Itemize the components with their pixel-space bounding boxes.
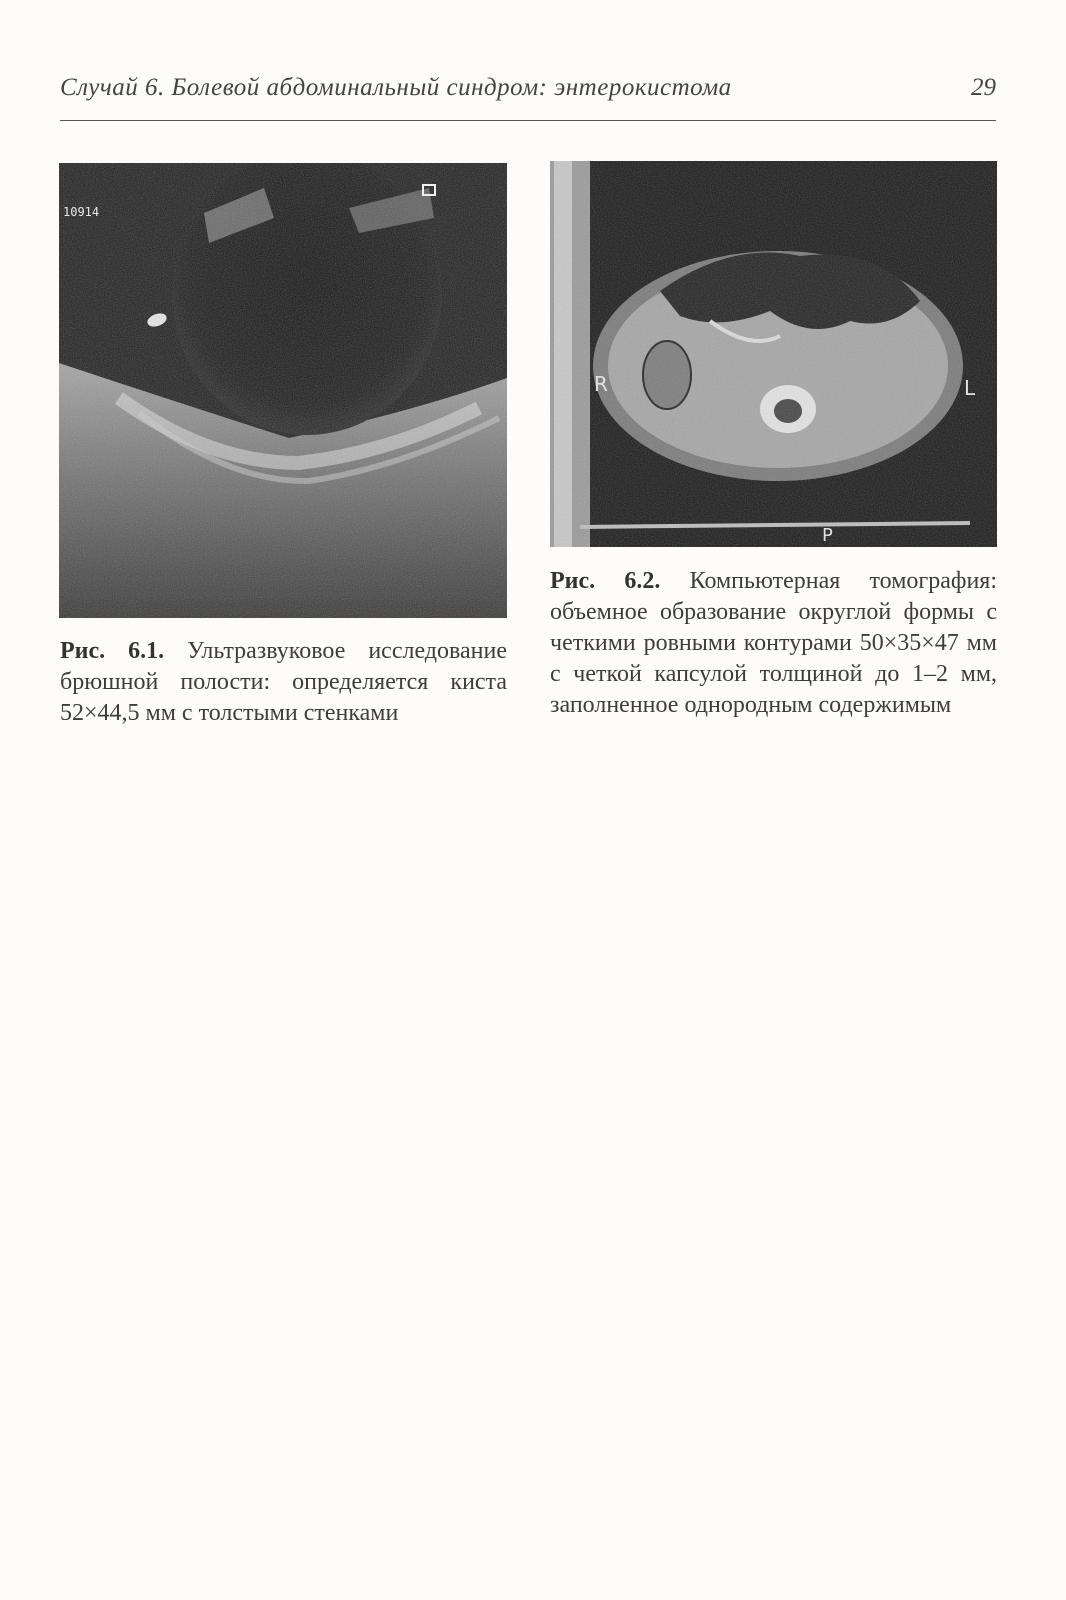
figure-6-2-caption	[550, 566, 997, 721]
chapter-title: Случай 6. Болевой абдоминальный синдром: энтерокистома	[60, 74, 732, 101]
figure-6-2-text: Компьютерная томография: объемное образование округлой формы с четкими ровными контурами 50×35×47 мм с четкой капсулой толщиной до 1–2 мм, заполненное однородным содержимым	[550, 568, 998, 718]
figure-6-2-label: Рис. 6.2.	[550, 568, 661, 594]
figure-6-1-label: Рис. 6.1.	[60, 638, 165, 664]
page-number: 29	[971, 74, 996, 101]
ct-posterior-marker: P	[822, 525, 833, 546]
figure-6-1-text: Ультразвуковое исследование брюшной полости: определяется киста 52×44,5 мм с толстыми стенками	[60, 638, 507, 726]
ct-scan-image	[550, 161, 997, 547]
ct-left-side-marker: L	[964, 376, 976, 400]
ct-right-side-marker: R	[594, 372, 608, 396]
ultrasound-image	[59, 163, 507, 618]
ultrasound-id-label: 10914	[63, 205, 100, 219]
running-head	[60, 70, 996, 121]
figure-6-1-caption	[60, 636, 507, 729]
